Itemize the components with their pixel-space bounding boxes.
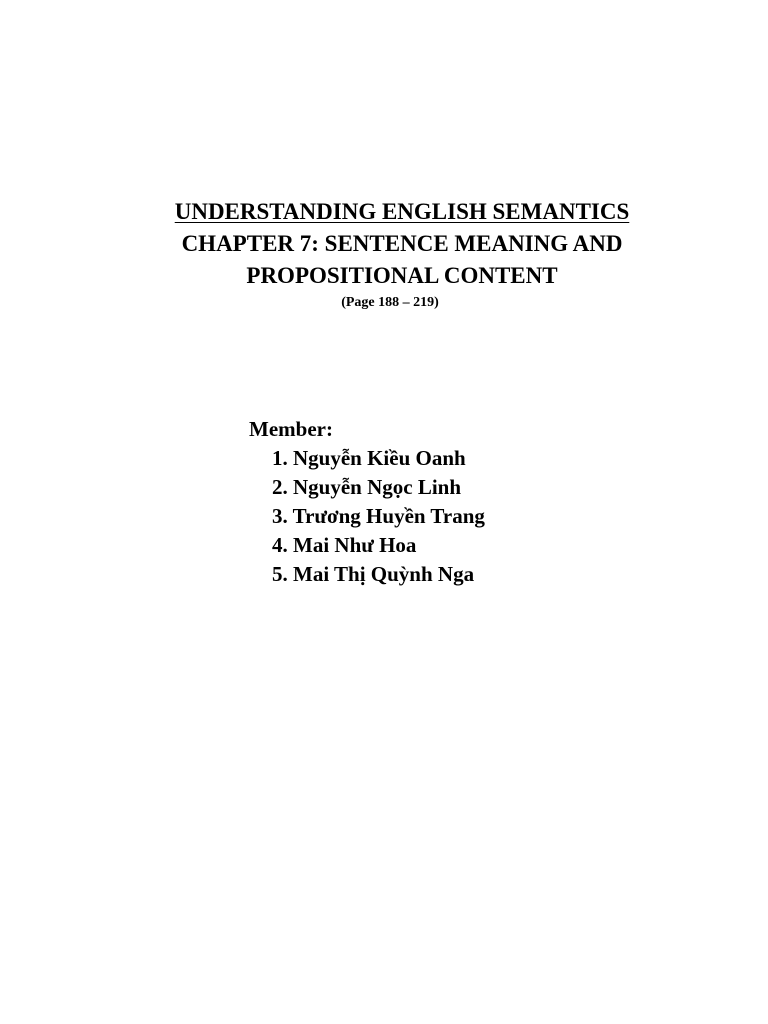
chapter-title: CHAPTER 7: SENTENCE MEANING AND <box>181 231 623 256</box>
page-range: (Page 188 – 219) <box>341 295 439 310</box>
members-heading: Member: <box>249 417 333 441</box>
book-title: UNDERSTANDING ENGLISH SEMANTICS <box>174 199 630 224</box>
member-item: 2. Nguyễn Ngọc Linh <box>272 475 462 499</box>
chapter-title-continued: PROPOSITIONAL CONTENT <box>246 263 558 288</box>
members-section <box>249 414 485 589</box>
member-item: 4. Mai Như Hoa <box>272 533 417 557</box>
title-block <box>120 196 684 313</box>
members-list <box>249 444 485 589</box>
member-item: 3. Trương Huyền Trang <box>272 504 485 528</box>
member-item: 1. Nguyễn Kiều Oanh <box>272 446 466 470</box>
member-item: 5. Mai Thị Quỳnh Nga <box>272 562 475 586</box>
